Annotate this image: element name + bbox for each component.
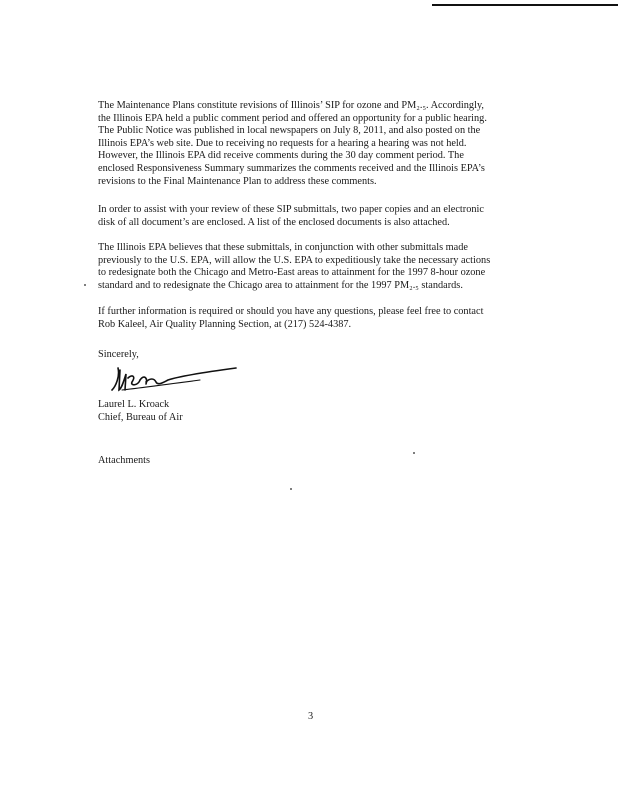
text-line: disk of all document’s are enclosed. A list of the enclosed documents is also attached.	[98, 216, 450, 228]
text-line: Illinois EPA’s web site. Due to receiving no requests for a hearing a hearing was not held.	[98, 137, 467, 149]
scan-speck	[413, 452, 415, 454]
page-number: 3	[308, 711, 314, 722]
paragraph-public-comment	[98, 100, 538, 188]
paragraph-copies	[98, 204, 538, 229]
attachments-label: Attachments	[98, 455, 151, 466]
text-line: the Illinois EPA held a public comment period and offered an opportunity for a public hearing.	[98, 112, 487, 124]
text-line: Rob Kaleel, Air Quality Planning Section, at (217) 524-4387.	[98, 318, 352, 330]
text-line: standard and to redesignate the Chicago area to attainment for the 1997 PM₂.₅ standards.	[98, 279, 463, 291]
handwritten-signature	[110, 360, 240, 396]
text-line: The Illinois EPA believes that these submittals, in conjunction with other submittals made	[98, 242, 468, 253]
text-line: If further information is required or should you have any questions, please feel free to contact	[98, 306, 484, 317]
signer-name: Laurel L. Kroack	[98, 399, 170, 410]
paragraph-contact	[98, 306, 538, 331]
text-line: The Maintenance Plans constitute revisions of Illinois’ SIP for ozone and PM₂.₅. Accordingly,	[98, 100, 484, 111]
text-line: enclosed Responsiveness Summary summarizes the comments received and the Illinois EPA’s	[98, 162, 485, 174]
signer-title: Chief, Bureau of Air	[98, 412, 183, 423]
text-line: In order to assist with your review of these SIP submittals, two paper copies and an electronic	[98, 204, 484, 215]
text-line: revisions to the Final Maintenance Plan to address these comments.	[98, 175, 377, 187]
closing: Sincerely,	[98, 349, 139, 360]
scan-speck	[84, 284, 86, 286]
paragraph-redesignation	[98, 242, 538, 292]
scan-speck	[290, 488, 292, 490]
text-line: However, the Illinois EPA did receive comments during the 30 day comment period. The	[98, 150, 464, 162]
top-rule	[432, 4, 618, 6]
text-line: The Public Notice was published in local newspapers on July 8, 2011, and also posted on the	[98, 125, 481, 137]
text-line: previously to the U.S. EPA, will allow the U.S. EPA to expeditiously take the necessary actions	[98, 254, 491, 266]
text-line: to redesignate both the Chicago and Metro-East areas to attainment for the 1997 8-hour ozone	[98, 267, 486, 279]
